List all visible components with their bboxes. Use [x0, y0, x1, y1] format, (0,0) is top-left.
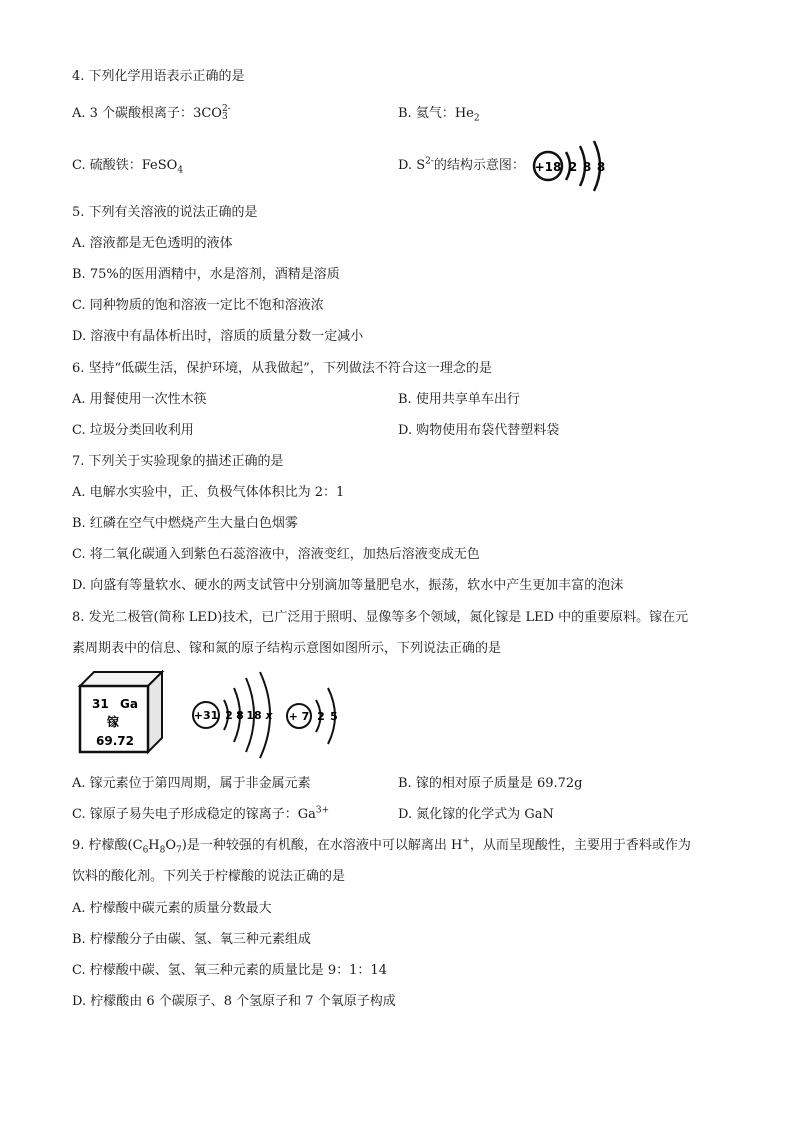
nucleus-charge: + 7 [288, 710, 310, 723]
q6-option-d[interactable]: D. 购物使用布袋代替塑料袋 [398, 423, 560, 438]
q4-stem: 4. 下列化学用语表示正确的是 [72, 69, 245, 84]
q7-option-d[interactable]: D. 向盛有等量软水、硬水的两支试管中分别滴加等量肥皂水，振荡，软水中产生更加丰富的泡沫 [72, 578, 624, 593]
q4-option-c[interactable]: C. 硫酸铁：FeSO$_4$ [72, 158, 184, 176]
atomic-number: 31 [92, 697, 109, 711]
shell-count: 2 [317, 710, 325, 723]
q8-option-c[interactable]: C. 镓原子易失电子形成稳定的镓离子：$Ga^{3+}$ [72, 805, 330, 822]
shell-count: x [265, 709, 273, 722]
q9-option-a[interactable]: A. 柠檬酸中碳元素的质量分数最大 [72, 901, 272, 916]
shell-count: 8 [236, 709, 244, 722]
q6-option-c[interactable]: C. 垃圾分类回收利用 [72, 423, 194, 438]
q8-option-a[interactable]: A. 镓元素位于第四周期，属于非金属元素 [72, 776, 311, 791]
shell-count: 18 [246, 709, 262, 722]
q5-stem: 5. 下列有关溶液的说法正确的是 [72, 205, 258, 220]
q6-stem: 6. 坚持“低碳生活，保护环境，从我做起”，下列做法不符合这一理念的是 [72, 361, 492, 376]
q6-option-a[interactable]: A. 用餐使用一次性木筷 [72, 392, 207, 407]
q7-stem: 7. 下列关于实验现象的描述正确的是 [72, 454, 284, 469]
q5-option-b[interactable]: B. 75%的医用酒精中，水是溶剂，酒精是溶质 [72, 267, 340, 282]
q7-option-a[interactable]: A. 电解水实验中，正、负极气体体积比为 2：1 [72, 485, 345, 500]
shell-count: 8 [582, 160, 592, 174]
shell-count: 5 [330, 710, 338, 723]
element-name: 镓 [107, 715, 120, 729]
shell-count: 8 [596, 160, 606, 174]
q9-stem-line2: 饮料的酸化剂。下列关于柠檬酸的说法正确的是 [72, 869, 346, 884]
q7-option-c[interactable]: C. 将二氧化碳通入到紫色石蕊溶液中，溶液变红，加热后溶液变成无色 [72, 547, 480, 562]
q9-option-d[interactable]: D. 柠檬酸由 6 个碳原子、8 个氢原子和 7 个氧原子构成 [72, 994, 396, 1009]
q8-option-b[interactable]: B. 镓的相对原子质量是 69.72g [398, 776, 583, 791]
q4-option-a[interactable]: A. 3 个碳酸根离子：3CO 2- 3 [72, 104, 231, 122]
sulfur-ion-structure-diagram [526, 136, 616, 194]
element-symbol: Ga [120, 697, 138, 711]
relative-atomic-mass: 69.72 [96, 734, 134, 748]
nucleus-charge: +18 [534, 160, 562, 174]
q5-option-d[interactable]: D. 溶液中有晶体析出时，溶质的质量分数一定减小 [72, 329, 364, 344]
gallium-atom-structure-diagram [188, 668, 288, 760]
q4-option-d[interactable]: D. $S^{2-}$的结构示意图： [398, 156, 525, 173]
q9-option-b[interactable]: B. 柠檬酸分子由碳、氢、氧三种元素组成 [72, 932, 311, 947]
q8-stem-line1: 8. 发光二极管(简称 LED)技术，已广泛用于照明、显像等多个领域，氮化镓是 LED 中的重要原料。镓在元 [72, 610, 689, 625]
q8-stem-line2: 素周期表中的信息、镓和氮的原子结构示意图如图所示，下列说法正确的是 [72, 641, 502, 656]
nucleus-charge: +31 [193, 709, 219, 722]
q7-option-b[interactable]: B. 红磷在空气中燃烧产生大量白色烟雾 [72, 516, 298, 531]
q8-option-d[interactable]: D. 氮化镓的化学式为 GaN [398, 807, 554, 822]
periodic-table-cell-gallium [76, 668, 166, 756]
q5-option-c[interactable]: C. 同种物质的饱和溶液一定比不饱和溶液浓 [72, 298, 324, 313]
nitrogen-atom-structure-diagram [284, 680, 344, 752]
q5-option-a[interactable]: A. 溶液都是无色透明的液体 [72, 236, 233, 251]
shell-count: 2 [568, 160, 578, 174]
q4-option-b[interactable]: B. 氦气：$He_2$ [398, 106, 480, 124]
q6-option-b[interactable]: B. 使用共享单车出行 [398, 392, 520, 407]
q9-stem-line1: 9. 柠檬酸$(C_6H_8O_7)$是一种较强的有机酸，在水溶液中可以解离出 H+，从而呈现酸性，主要用于香料或作为 [72, 836, 691, 856]
q9-option-c[interactable]: C. 柠檬酸中碳、氢、氧三种元素的质量比是 9：1：14 [72, 963, 387, 978]
shell-count: 2 [225, 709, 233, 722]
